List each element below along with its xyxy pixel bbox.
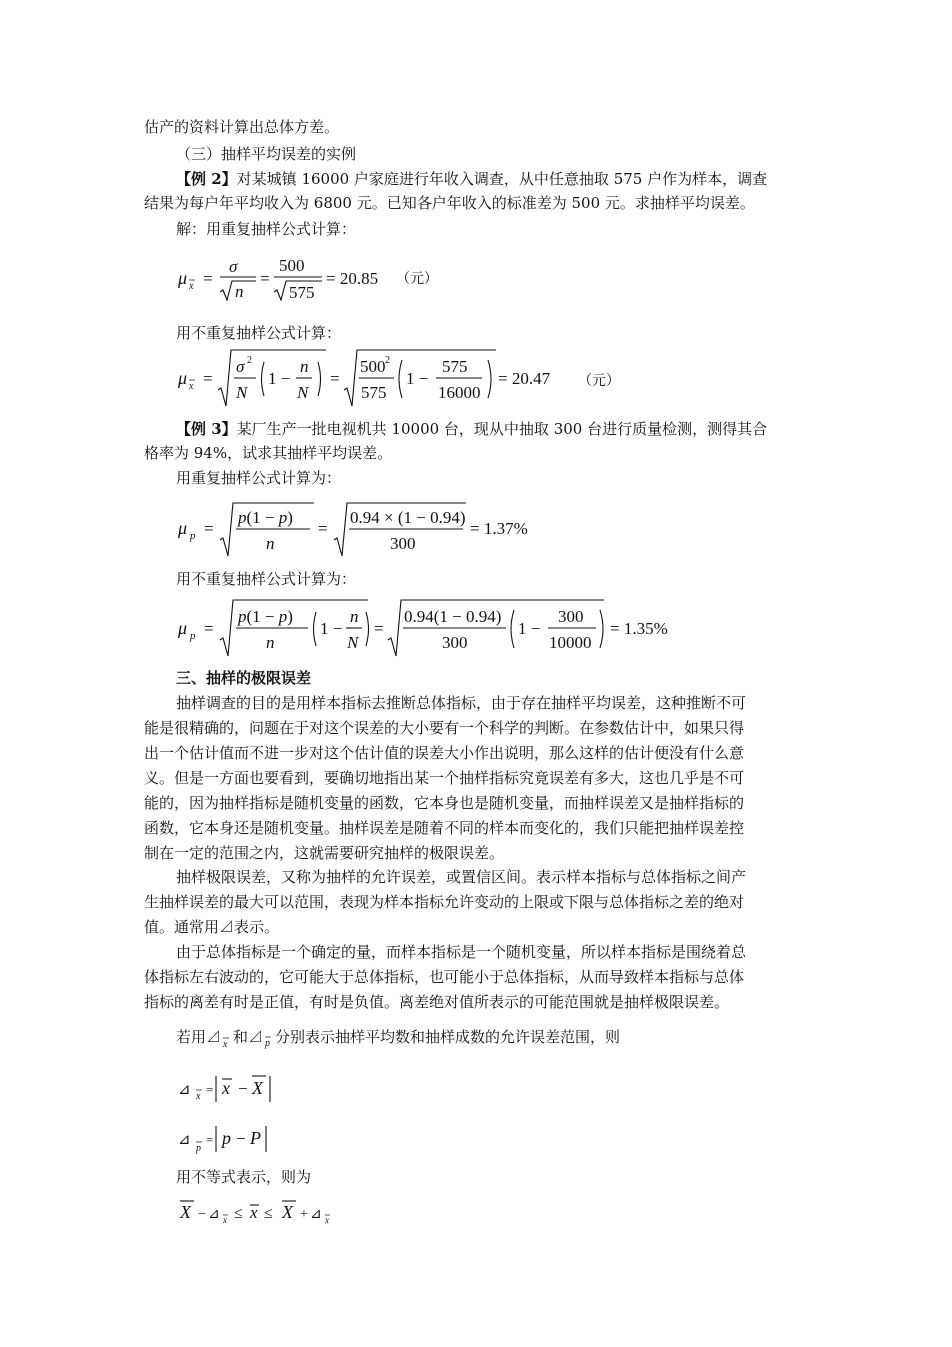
formula-unit: （元） bbox=[396, 271, 438, 287]
svg-text:X: X bbox=[180, 1202, 191, 1222]
svg-text:⊿: ⊿ bbox=[310, 1207, 322, 1222]
svg-text:P: P bbox=[250, 1128, 261, 1148]
svg-text:≤: ≤ bbox=[234, 1205, 243, 1222]
inequality-intro: 用不等式表示，则为 bbox=[176, 1168, 312, 1186]
formula-number: 500 bbox=[360, 357, 386, 376]
svg-text:1 −: 1 − bbox=[406, 369, 429, 388]
svg-text:p: p bbox=[222, 1128, 231, 1148]
paragraph-line: 生抽样误差的最大可以范围，表现为样本指标允许变动的上限或下限与总体指标之差的绝对 bbox=[144, 893, 745, 911]
paragraph-line: 由于总体指标是一个确定的量，而样本指标是一个随机变量，所以样本指标是围绕着总 bbox=[176, 943, 747, 961]
svg-text:n: n bbox=[266, 633, 275, 652]
formula-result: = 1.37% bbox=[470, 519, 528, 538]
paragraph-line: 值。通常用⊿表示。 bbox=[144, 918, 280, 936]
subscript-x-bar bbox=[221, 1032, 233, 1050]
formula-delta-p bbox=[176, 1120, 316, 1160]
svg-text:≤: ≤ bbox=[264, 1205, 273, 1222]
example-label: 【例 3】 bbox=[176, 420, 237, 438]
formula-result: = 1.35% bbox=[610, 619, 668, 638]
svg-text:=: = bbox=[204, 619, 214, 638]
subscript-p-bar bbox=[263, 1031, 275, 1051]
svg-text:=: = bbox=[204, 519, 214, 538]
formula-number: 300 bbox=[442, 633, 468, 652]
svg-text:−: − bbox=[238, 1079, 248, 1098]
svg-text:n: n bbox=[350, 607, 359, 626]
formula-number: 500 bbox=[279, 256, 305, 275]
svg-text:n: n bbox=[300, 357, 309, 376]
svg-text:μ: μ bbox=[178, 368, 188, 388]
example-text: 某厂生产一批电视机共 10000 台，现从中抽取 300 台进行质量检测，测得其合 bbox=[236, 420, 768, 438]
svg-text:⊿: ⊿ bbox=[178, 1082, 191, 1098]
svg-text:x: x bbox=[223, 1215, 227, 1225]
text-line: 估产的资料计算出总体方差。 bbox=[144, 118, 340, 136]
paragraph-line: 能是很精确的，问题在于对这个误差的大小要有一个科学的判断。在参数估计中，如果只得 bbox=[144, 719, 745, 737]
example-3-line-2: 格率为 94%，试求其抽样平均误差。 bbox=[144, 444, 393, 462]
svg-text:p(1 − p): p(1 − p) bbox=[238, 508, 293, 527]
svg-text:x: x bbox=[223, 1039, 228, 1050]
paragraph-line: 抽样调查的目的是用样本指标去推断总体指标，由于存在抽样平均误差，这种推断不可 bbox=[176, 694, 747, 712]
svg-text:=: = bbox=[374, 619, 384, 638]
formula-number: 300 bbox=[390, 534, 416, 553]
formula-nonrepeat-mean bbox=[176, 346, 596, 410]
paragraph-line: 制在一定的范围之内，这就需要研究抽样的极限误差。 bbox=[144, 844, 505, 862]
svg-text:1 −: 1 − bbox=[320, 619, 343, 638]
paragraph-line: 抽样极限误差，又称为抽样的允许误差，或置信区间。表示样本指标与总体指标之间产 bbox=[176, 868, 747, 886]
svg-text:x: x bbox=[222, 1078, 230, 1098]
svg-text:n: n bbox=[266, 534, 275, 553]
svg-text:=: = bbox=[206, 1082, 214, 1097]
svg-text:X: X bbox=[252, 1078, 263, 1098]
svg-text:n: n bbox=[235, 282, 244, 301]
formula-nonrepeat-proportion bbox=[176, 596, 696, 660]
example-2-line-2: 结果为每户年平均收入为 6800 元。已知各户年收入的标准差为 500 元。求抽样平均误差。 bbox=[144, 194, 755, 212]
svg-text:μ: μ bbox=[178, 268, 188, 288]
svg-text:⊿: ⊿ bbox=[178, 1132, 191, 1148]
svg-text:N: N bbox=[297, 383, 309, 402]
formula-delta-x bbox=[176, 1070, 316, 1110]
svg-text:μ: μ bbox=[178, 518, 188, 538]
section-heading: 三、抽样的极限误差 bbox=[176, 669, 312, 687]
nonrepeat-intro-2: 用不重复抽样公式计算为： bbox=[176, 570, 357, 588]
svg-text:−: − bbox=[198, 1207, 206, 1222]
svg-text:x: x bbox=[250, 1203, 258, 1222]
paragraph-line: 出一个估计值而不进一步对这个估计值的误差大小作出说明，那么这样的估计便没有什么意 bbox=[144, 744, 745, 762]
paragraph-line: 能的，因为抽样指标是随机变量的函数，它本身也是随机变量，而抽样误差又是抽样指标的 bbox=[144, 794, 745, 812]
svg-text:x: x bbox=[189, 281, 194, 292]
svg-text:σ: σ bbox=[229, 257, 238, 276]
formula-number: 10000 bbox=[549, 633, 592, 652]
svg-text:1 −: 1 − bbox=[518, 619, 541, 638]
paragraph-line: 指标的离差有时是正值，有时是负值。离差绝对值所表示的可能范围就是抽样极限误差。 bbox=[144, 993, 730, 1011]
formula-number: 300 bbox=[558, 607, 584, 626]
formula-repeat-proportion bbox=[176, 498, 556, 560]
definition-intro bbox=[176, 1026, 620, 1051]
svg-text:p: p bbox=[265, 1038, 271, 1049]
solution-intro: 解：用重复抽样公式计算： bbox=[176, 220, 357, 238]
svg-text:x: x bbox=[189, 381, 194, 392]
text-fragment: 若用⊿ bbox=[176, 1028, 222, 1046]
svg-text:x: x bbox=[325, 1215, 329, 1225]
svg-text:=: = bbox=[318, 519, 328, 538]
svg-text:X: X bbox=[282, 1202, 293, 1222]
formula-number: 575 bbox=[442, 357, 468, 376]
svg-text:1 −: 1 − bbox=[268, 369, 291, 388]
formula-number: 0.94(1 − 0.94) bbox=[404, 607, 502, 626]
svg-text:N: N bbox=[347, 633, 359, 652]
paragraph-line: 义。但是一方面也要看到，要确切地指出某一个抽样指标究竟误差有多大，这也几乎是不可 bbox=[144, 769, 745, 787]
paragraph-line: 函数，它本身还是随机变量。抽样误差是随着不同的样本而变化的，我们只能把抽样误差控 bbox=[144, 819, 745, 837]
formula-result: = 20.47 bbox=[498, 369, 551, 388]
formula-result: = 20.85 bbox=[326, 269, 379, 288]
subsection-heading: （三）抽样平均误差的实例 bbox=[176, 145, 357, 163]
svg-text:p: p bbox=[190, 530, 196, 542]
svg-text:p: p bbox=[196, 1143, 201, 1154]
svg-text:=: = bbox=[203, 269, 213, 288]
svg-text:−: − bbox=[236, 1129, 246, 1148]
svg-text:=: = bbox=[260, 269, 270, 288]
formula-number: 575 bbox=[289, 283, 315, 302]
svg-text:=: = bbox=[330, 369, 340, 388]
svg-text:μ: μ bbox=[178, 618, 188, 638]
text-fragment: 和⊿ bbox=[233, 1028, 264, 1046]
svg-text:⊿: ⊿ bbox=[208, 1207, 220, 1222]
nonrepeat-intro: 用不重复抽样公式计算： bbox=[176, 324, 342, 342]
example-2-line-1 bbox=[176, 168, 767, 190]
svg-text:+: + bbox=[300, 1207, 308, 1222]
svg-text:σ: σ bbox=[236, 357, 245, 376]
formula-number: 0.94 × (1 − 0.94) bbox=[350, 508, 466, 527]
example-label: 【例 2】 bbox=[176, 170, 237, 188]
text-fragment: 分别表示抽样平均数和抽样成数的允许误差范围，则 bbox=[275, 1028, 621, 1046]
formula-number: 575 bbox=[361, 383, 387, 402]
formula-number: 16000 bbox=[438, 383, 481, 402]
example-text: 对某城镇 16000 户家庭进行年收入调查，从中任意抽取 575 户作为样本，调查 bbox=[236, 170, 768, 188]
example-3-line-1 bbox=[176, 418, 767, 440]
paragraph-line: 体指标左右波动的，它可能大于总体指标，也可能小于总体指标，从而导致样本指标与总体 bbox=[144, 968, 745, 986]
svg-text:N: N bbox=[236, 383, 248, 402]
svg-text:2: 2 bbox=[385, 355, 390, 366]
svg-text:p(1 − p): p(1 − p) bbox=[238, 607, 293, 626]
formula-inequality bbox=[176, 1196, 376, 1232]
svg-text:2: 2 bbox=[247, 355, 252, 366]
formula-unit: （元） bbox=[578, 373, 620, 389]
svg-text:x: x bbox=[196, 1091, 201, 1102]
svg-text:=: = bbox=[206, 1132, 214, 1147]
svg-text:=: = bbox=[203, 369, 213, 388]
svg-text:p: p bbox=[190, 630, 196, 642]
repeat-intro: 用重复抽样公式计算为： bbox=[176, 469, 342, 487]
